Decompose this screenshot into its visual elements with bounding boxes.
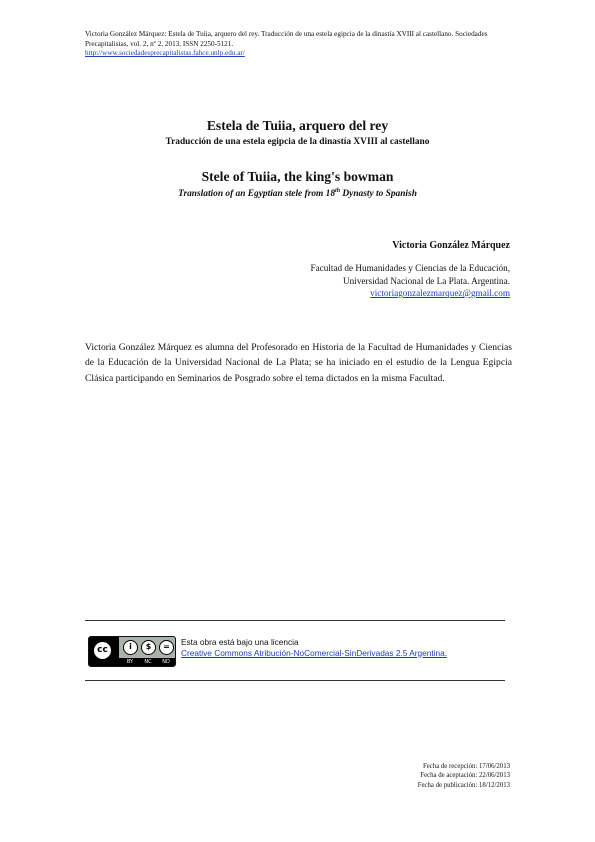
subtitle-english-main: Translation of an Egyptian stele from 18 — [178, 189, 336, 199]
author-affiliation — [310, 262, 510, 300]
license-link[interactable]: Creative Commons Atribución-NoComercial-SinDerivadas 2.5 Argentina. — [181, 647, 448, 658]
publication-dates — [418, 762, 510, 790]
by-label: BY — [126, 659, 134, 665]
affiliation-line-2: Universidad Nacional de La Plata. Argentina. — [343, 275, 510, 286]
citation-text: Victoria González Márquez: Estela de Tuiia, arquero del rey. Traducción de una estela egipcia de la dinastía XVIII al castellano. Sociedades Precapitalistas, vol. 2, nº 2, 2013. ISSN 2250-5121. — [85, 30, 488, 48]
author-bio: Victoria González Márquez es alumna del Profesorado en Historia de la Facultad de Humanidades y Ciencias de la Educación de la Universidad Nacional de La Plata; se ha iniciado en el estudio de la Lengua Egipcia Clásica participando en Seminarios de Posgrado sobre el tema dictados en la misma Facultad. — [85, 342, 512, 384]
affiliation-line-1: Facultad de Humanidades y Ciencias de la Educación, — [310, 263, 510, 273]
author-name: Victoria González Márquez — [392, 240, 510, 251]
license-text: Esta obra está bajo una licencia — [181, 637, 299, 647]
title-spanish: Estela de Tuiia, arquero del rey — [206, 118, 389, 133]
noncommercial-icon: $ — [141, 640, 156, 655]
nd-label: ND — [162, 659, 170, 665]
attribution-icon: i — [123, 640, 138, 655]
acceptance-date: Fecha de aceptación: 22/06/2013 — [420, 772, 510, 780]
subtitle-spanish: Traducción de una estela egipcia de la dinastía XVIII al castellano — [165, 137, 430, 147]
subtitle-english-superscript: th — [335, 188, 341, 194]
title-english: Stele of Tuiia, the king's bowman — [201, 169, 394, 184]
nc-label: NC — [144, 659, 152, 665]
cc-logo-icon: cc — [92, 640, 113, 661]
license-top-divider — [85, 620, 505, 621]
reception-date: Fecha de recepción: 17/06/2013 — [422, 763, 510, 770]
noderivatives-icon: = — [159, 640, 174, 655]
creative-commons-badge[interactable] — [88, 636, 176, 667]
author-email-link[interactable]: victoriagonzalezmarquez@gmail.com — [370, 288, 510, 298]
license-notice — [181, 637, 447, 658]
journal-url-link[interactable]: http://www.sociedadesprecapitalistas.fahce.unlp.edu.ar/ — [85, 49, 245, 58]
subtitle-english-tail: Dynasty to Spanish — [340, 189, 417, 199]
license-bottom-divider — [85, 680, 505, 681]
publication-date: Fecha de publicación: 18/12/2013 — [417, 781, 510, 789]
header-citation — [85, 30, 515, 59]
subtitle-english — [85, 188, 510, 199]
